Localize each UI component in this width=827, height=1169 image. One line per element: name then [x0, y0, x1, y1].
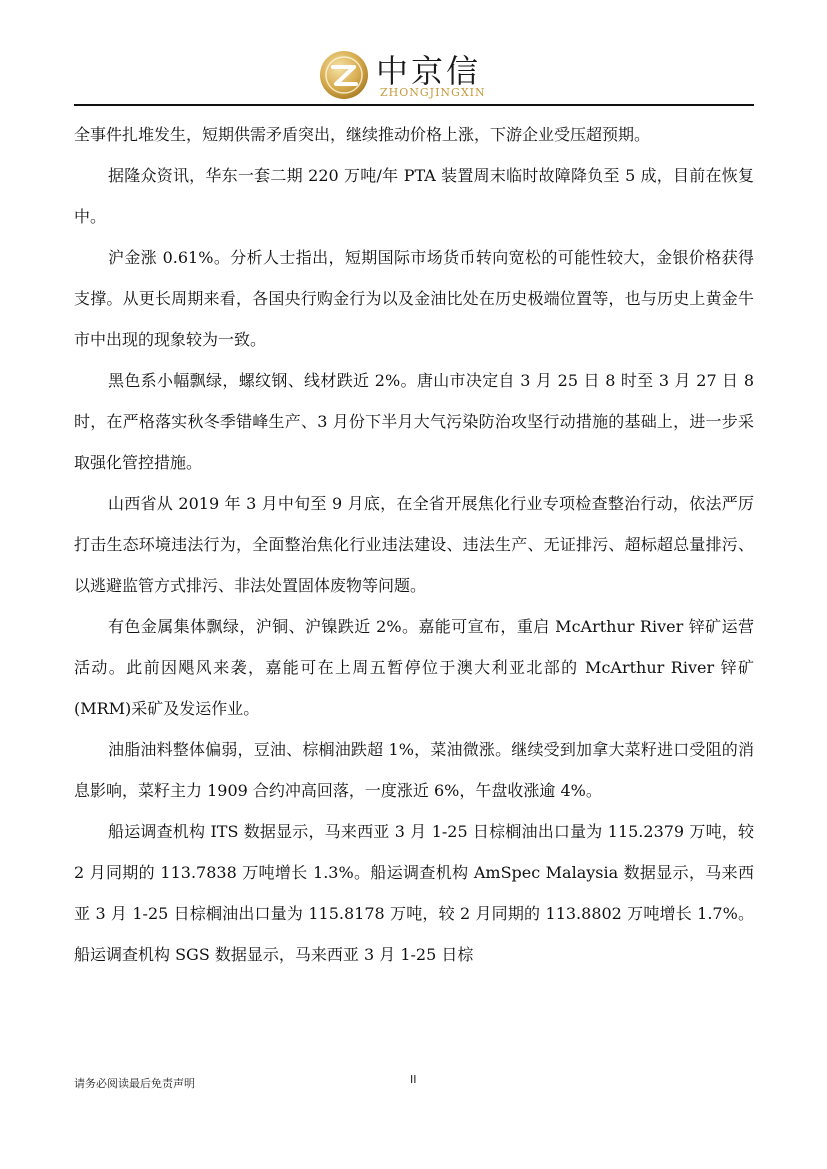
header-divider [74, 104, 754, 106]
disclaimer-note: 请务必阅读最后免责声明 [74, 1077, 195, 1090]
paragraph-ferrous: 黑色系小幅飘绿，螺纹钢、线材跌近 2%。唐山市决定自 3 月 25 日 8 时至 3 月 27 日 8 时，在严格落实秋冬季错峰生产、3 月份下半月大气污染防治攻坚行动措施的基础上，进一步采取强化管控措施。 [74, 371, 754, 472]
paragraph-nonferrous: 有色金属集体飘绿，沪铜、沪镍跌近 2%。嘉能可宣布，重启 McArthur River 锌矿运营活动。此前因飓风来袭，嘉能可在上周五暂停位于澳大利亚北部的 McArthur River 锌矿(MRM)采矿及发运作业。 [74, 617, 754, 718]
paragraph-shanxi: 山西省从 2019 年 3 月中旬至 9 月底，在全省开展焦化行业专项检查整治行动，依法严厉打击生态环境违法行为，全面整治焦化行业违法建设、违法生产、无证排污、超标超总量排污、以逃避监管方式排污、非法处置固体废物等问题。 [74, 494, 754, 595]
report-body [74, 114, 754, 975]
paragraph-palm-oil-exports: 船运调查机构 ITS 数据显示，马来西亚 3 月 1-25 日棕榈油出口量为 115.2379 万吨，较 2 月同期的 113.7838 万吨增长 1.3%。船运调查机构 AmSpec Malaysia 数据显示，马来西亚 3 月 1-25 日棕榈油出口量为 115.8178 万吨，较 2 月同期的 113.8802 万吨增长 1.7%。船运调查机构 SGS 数据显示，马来西亚 3 月 1-25 日棕 [74, 822, 754, 964]
brand-name-english: ZHONGJINGXIN [380, 86, 486, 99]
brand-name-chinese: 中京信 [376, 52, 482, 90]
paragraph-oils: 油脂油料整体偏弱，豆油、棕榈油跌超 1%，菜油微涨。继续受到加拿大菜籽进口受阻的消息影响，菜籽主力 1909 合约冲高回落，一度涨近 6%，午盘收涨逾 4%。 [74, 740, 754, 800]
page-number: II [410, 1073, 417, 1086]
brand-logo [318, 46, 518, 106]
page-header [0, 0, 827, 110]
paragraph-pta: 据隆众资讯，华东一套二期 220 万吨/年 PTA 装置周末临时故障降负至 5 成，目前在恢复中。 [74, 166, 754, 226]
brand-emblem-icon [318, 49, 370, 101]
paragraph-gold: 沪金涨 0.61%。分析人士指出，短期国际市场货币转向宽松的可能性较大，金银价格获得支撑。从更长周期来看，各国央行购金行为以及金油比处在历史极端位置等，也与历史上黄金牛市中出现的现象较为一致。 [74, 248, 754, 349]
paragraph-continued: 全事件扎堆发生，短期供需矛盾突出，继续推动价格上涨，下游企业受压超预期。 [74, 125, 651, 144]
